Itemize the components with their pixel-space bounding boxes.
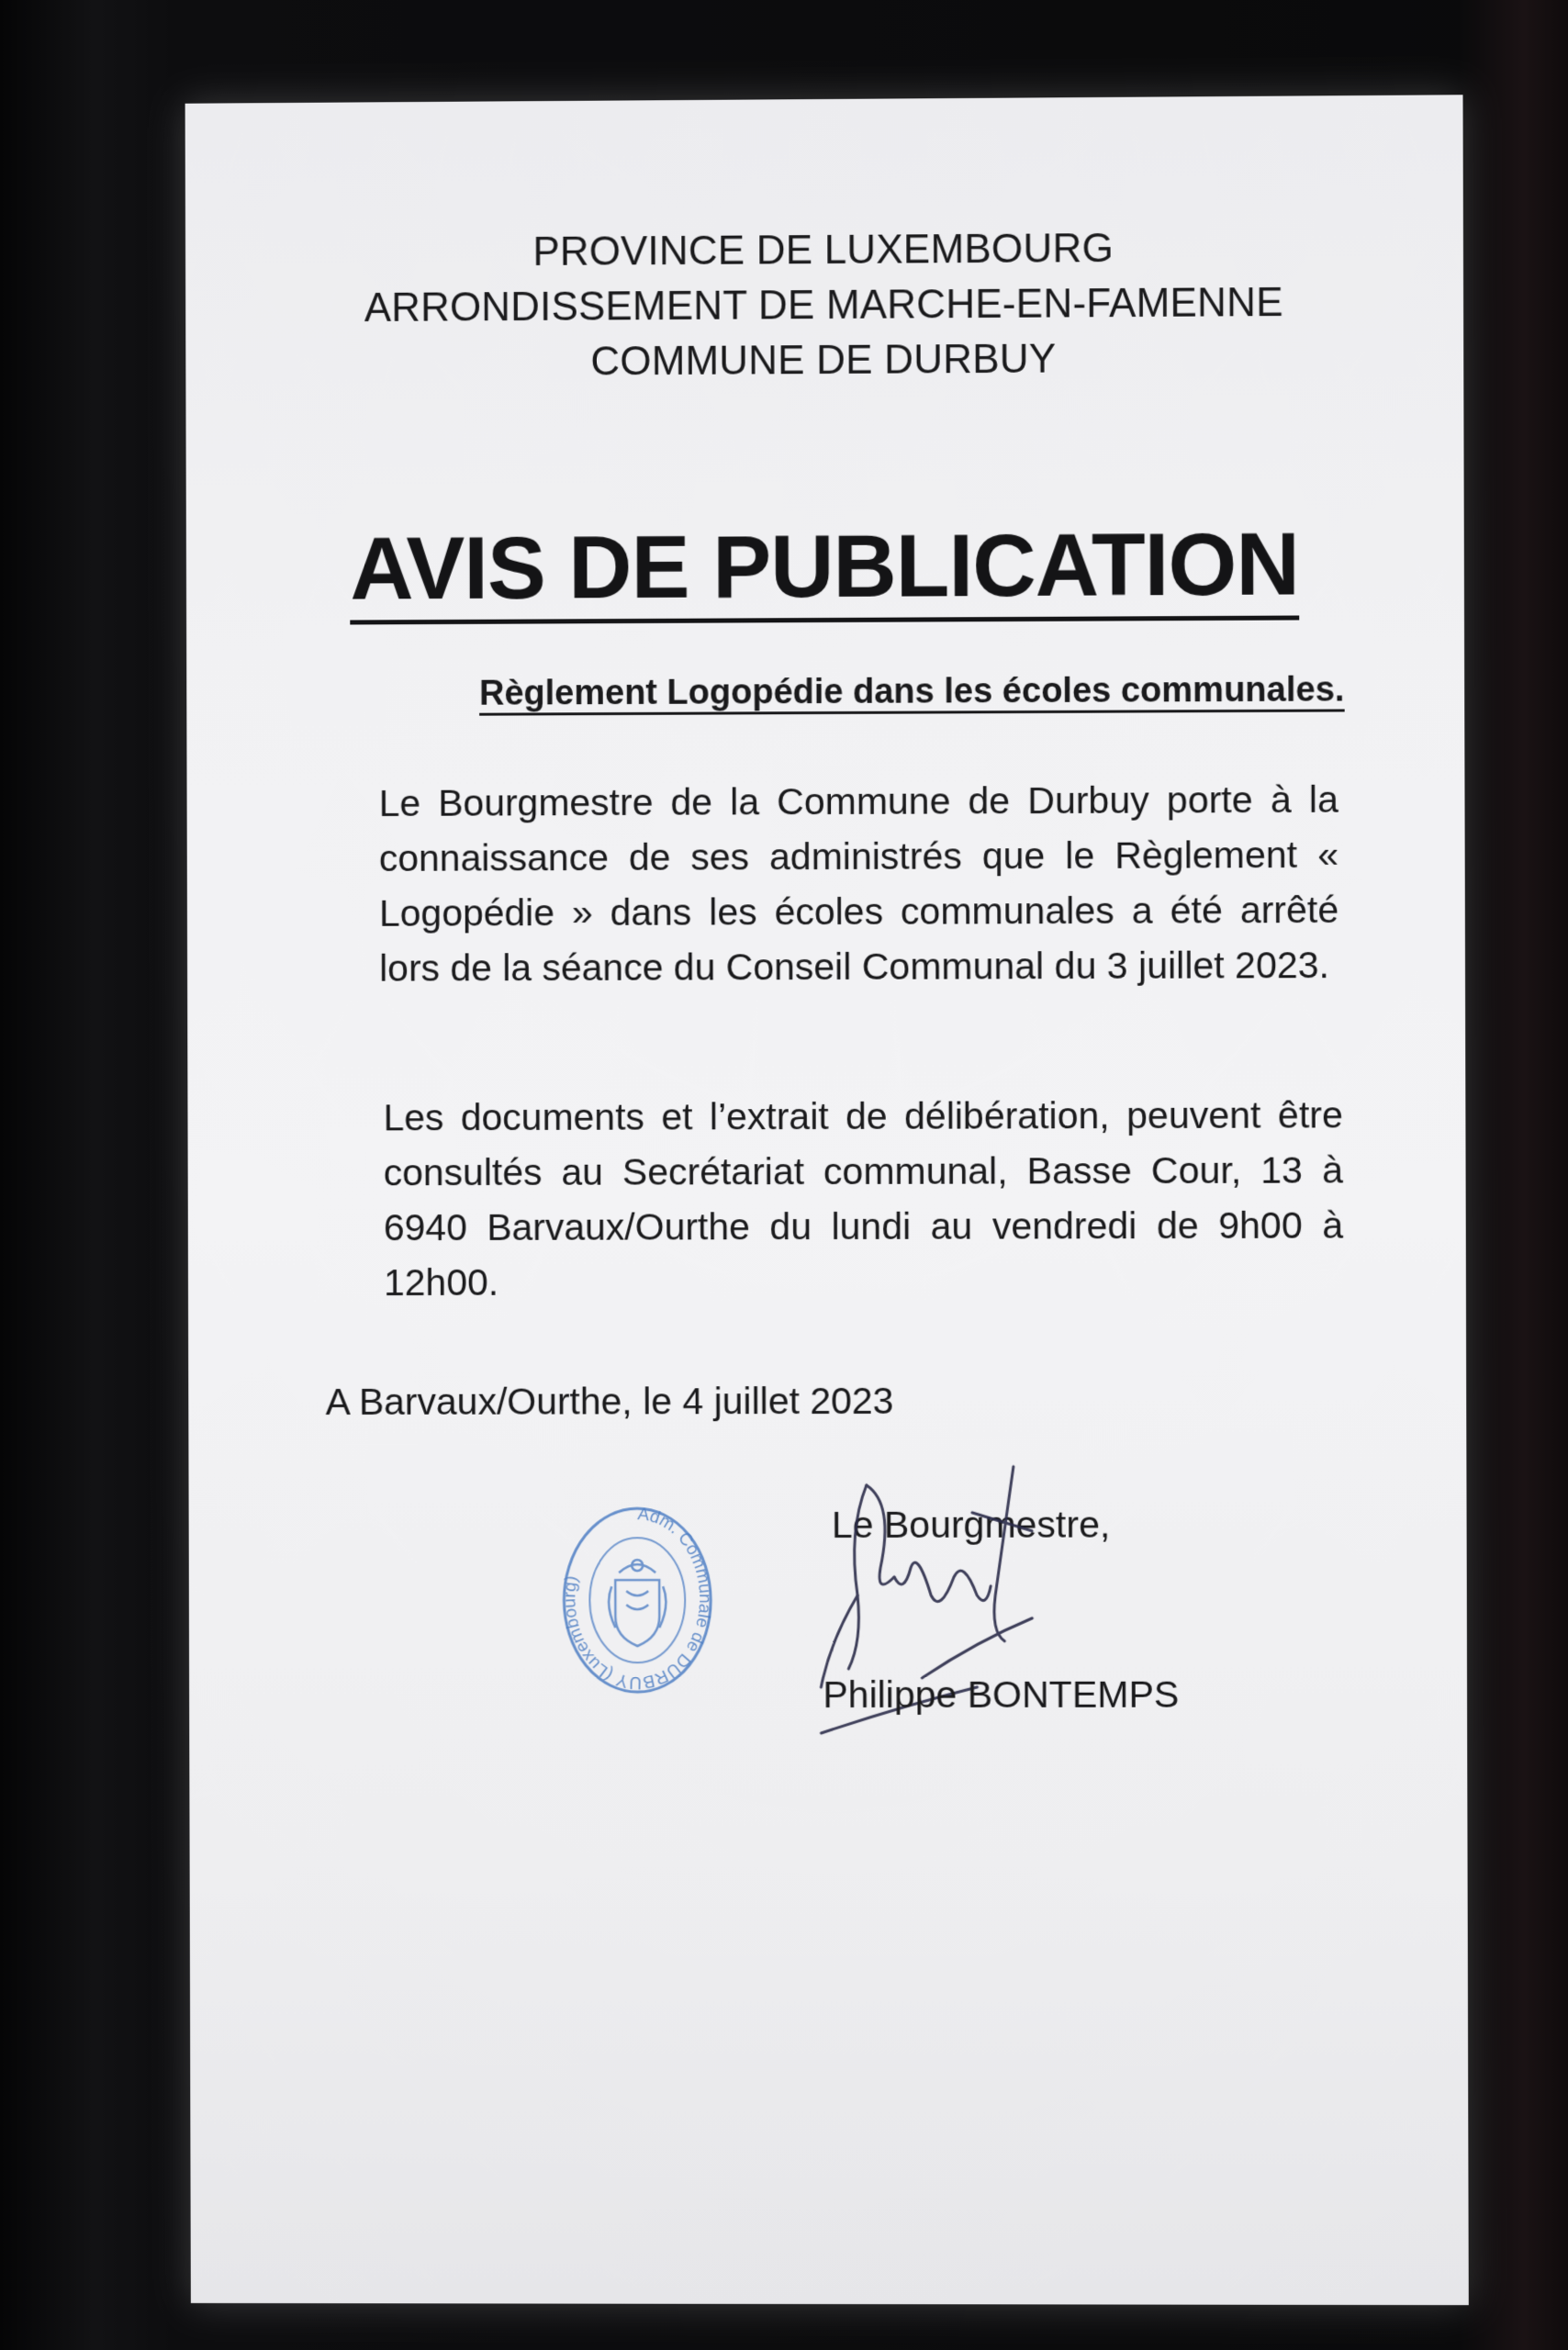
svg-text:Adm. Communale de DURBUY (Luxe: [560, 1505, 714, 1693]
notice-subject: [479, 670, 1345, 713]
notice-sheet: [185, 95, 1469, 2305]
paragraph-announcement: Le Bourgmestre de la Commune de Durbuy porte à la connaissance de ses administrés que le Règlement « Logopédie » dans les écoles communales a été arrêté lors de la séance du Conseil Communal du 3 juillet 2023.: [378, 778, 1339, 990]
notice-title-text: AVIS DE PUBLICATION: [350, 515, 1299, 624]
paragraph-consultation: Les documents et l’extrait de délibération, peuvent être consultés au Secrétariat communal, Basse Cour, 13 à 6940 Barvaux/Ourthe du lundi au vendredi de 9h00 à 12h00.: [383, 1093, 1344, 1304]
commune-seal-stamp: [554, 1499, 720, 1701]
header-province: PROVINCE DE LUXEMBOURG: [532, 226, 1114, 274]
place-date: A Barvaux/Ourthe, le 4 juillet 2023: [325, 1379, 894, 1423]
dark-background-right: [1458, 0, 1568, 2350]
signatory-name: Philippe BONTEMPS: [823, 1673, 1180, 1717]
seal-ring-text: Adm. Communale de DURBUY (Luxembourg): [560, 1505, 715, 1693]
header-commune: COMMUNE DE DURBUY: [590, 336, 1057, 385]
notice-title: [186, 513, 1464, 621]
header-arrondissement: ARRONDISSEMENT DE MARCHE-EN-FAMENNE: [364, 279, 1283, 330]
notice-subject-text: Règlement Logopédie dans les écoles communales.: [479, 670, 1345, 715]
signatory-role: Le Bourgmestre,: [831, 1503, 1111, 1546]
